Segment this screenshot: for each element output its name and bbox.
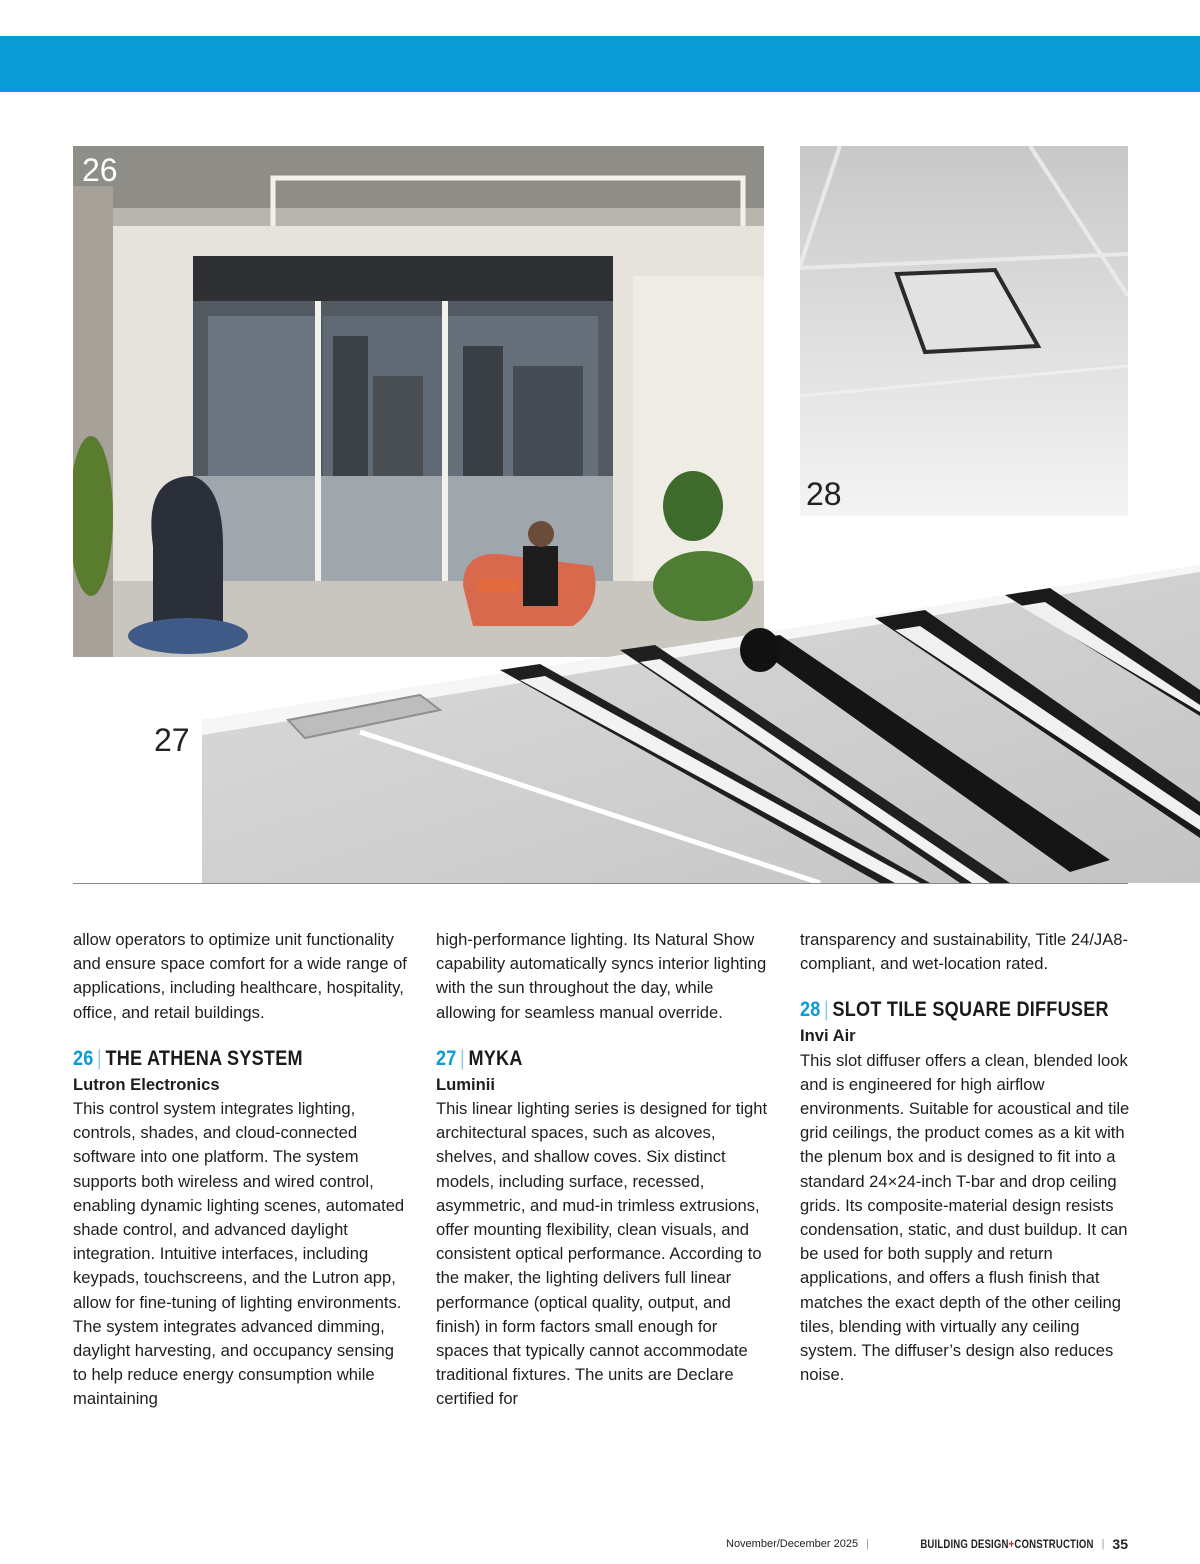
col3-intro-text: transparency and sustainability, Title 24/JA8-compliant, and wet-location rated. <box>800 930 1129 974</box>
top-color-bar <box>0 36 1200 92</box>
text-column-3 <box>800 928 1134 1387</box>
issue-date: November/December 2025 <box>726 1538 859 1550</box>
item-27-body: This linear lighting series is designed for tight architectural spaces, such as alcoves, shelves, and shallow coves. Six distinct models, including surface, recessed, asymmetric, and mud-in trimless extrusions, offer mounting flexibility, clean visuals, and consistent optical performance. According to the maker, the lighting delivers full linear performance (optical quality, output, and finish) in form factors small enough for spaces that typically cannot accommodate traditional fixtures. The units are Declare certified for <box>436 1099 768 1409</box>
photo-number-26: 26 <box>82 152 118 188</box>
item-26-maker: Lutron Electronics <box>73 1074 220 1094</box>
item-27-heading: 27 | MYKA <box>436 1046 523 1070</box>
item-26-title: THE ATHENA SYSTEM <box>105 1046 303 1070</box>
photo-number-27: 27 <box>154 722 190 758</box>
col2-intro-text: high-performance lighting. Its Natural Show capability automatically syncs interior lighting with the sun throughout the day, while allowing for seamless manual override. <box>436 930 767 1022</box>
magazine-name: BUILDING DESIGN+CONSTRUCTION <box>920 1537 1094 1551</box>
item-27-number: 27 <box>436 1046 457 1070</box>
item-27-maker: Luminii <box>436 1074 495 1094</box>
item-28-heading: 28 | SLOT TILE SQUARE DIFFUSER <box>800 998 1109 1022</box>
ceiling-diffuser-illustration <box>800 146 1128 516</box>
col1-intro-text: allow operators to optimize unit functionality and ensure space comfort for a wide range of applications, including healthcare, hospitality, office, and retail buildings. <box>73 930 407 1022</box>
text-column-1 <box>73 928 407 1412</box>
photo-number-28: 28 <box>806 476 842 512</box>
photo-slot-tile-diffuser <box>800 146 1128 516</box>
item-26-number: 26 <box>73 1046 94 1070</box>
item-28-number: 28 <box>800 998 821 1022</box>
item-28-title: SLOT TILE SQUARE DIFFUSER <box>832 998 1109 1022</box>
photo-divider-rule <box>73 883 1128 884</box>
item-26-body: This control system integrates lighting, controls, shades, and cloud-connected software into one platform. The system supports both wireless and wired control, enabling dynamic lighting scenes, automated shade control, and advanced daylight integration. Intuitive interfaces, including keypads, touchscreens, and the Lutron app, allow for fine-tuning of lighting environments. The system integrates advanced dimming, daylight harvesting, and occupancy sensing to help reduce energy consumption while maintaining <box>73 1099 405 1409</box>
item-28-maker: Invi Air <box>800 1026 856 1046</box>
text-column-2 <box>436 928 770 1412</box>
page-footer: November/December 2025 | BUILDING DESIGN+CONSTRUCTION | 35 <box>726 1536 1128 1552</box>
item-27-title: MYKA <box>468 1046 523 1070</box>
photo-myka-lighting <box>0 520 1200 892</box>
linear-lighting-illustration <box>0 520 1200 892</box>
item-26-heading: 26 | THE ATHENA SYSTEM <box>73 1046 303 1070</box>
item-28-body: This slot diffuser offers a clean, blended look and is engineered for high airflow environments. Suitable for acoustical and tile grid ceilings, the product comes as a kit with the plenum box and is designed to fit into a standard 24×24-inch T-bar and drop ceiling grids. Its composite-material design resists condensation, static, and dust buildup. It can be used for both supply and return applications, and offers a flush finish that matches the exact depth of the other ceiling tiles, blending with virtually any ceiling system. The diffuser’s design also reduces noise. <box>800 1050 1130 1385</box>
page-number: 35 <box>1112 1536 1128 1552</box>
